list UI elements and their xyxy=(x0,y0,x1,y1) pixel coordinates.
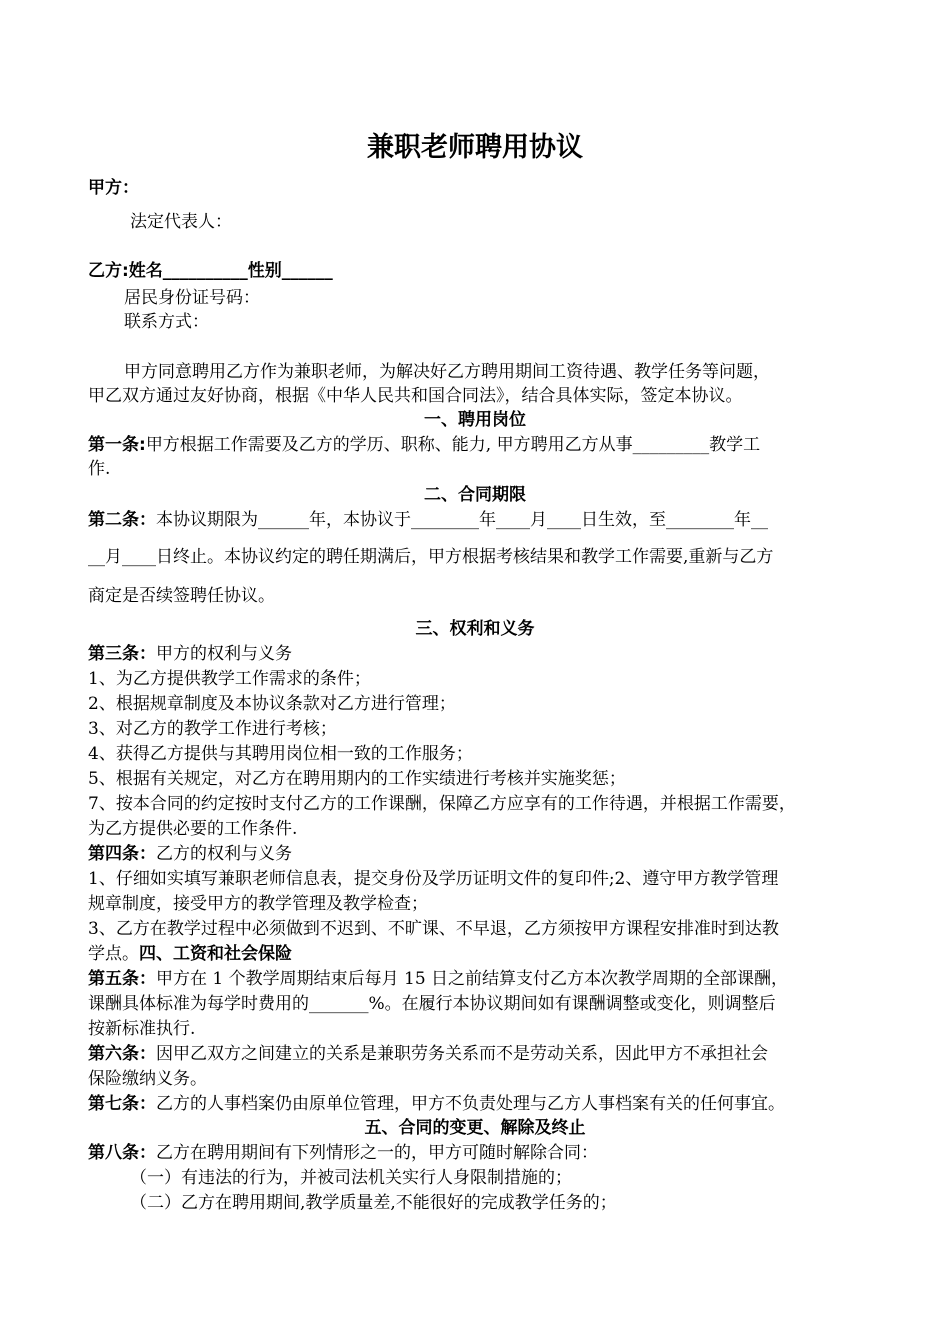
article-1-label: 第一条: xyxy=(88,435,146,455)
article-3-item: 5、根据有关规定，对乙方在聘用期内的工作实绩进行考核并实施奖惩； xyxy=(88,769,626,789)
article-4-last-text: 学点。 xyxy=(88,944,139,964)
article-7-label: 第七条： xyxy=(88,1094,156,1114)
article-3-item: 3、对乙方的教学工作进行考核； xyxy=(88,719,337,739)
article-2-label: 第二条： xyxy=(88,510,156,530)
article-5-label: 第五条： xyxy=(88,969,156,989)
article-7 xyxy=(88,1092,878,1116)
preamble-line-1: 甲方同意聘用乙方作为兼职老师，为解决好乙方聘用期间工资待遇、教学任务等问题， xyxy=(124,362,770,382)
article-5-continued-2: 按新标准执行. xyxy=(88,1019,196,1039)
article-4-item: 1、仔细如实填写兼职老师信息表，提交身份及学历证明文件的复印件;2、遵守甲方教学管理 xyxy=(88,869,779,889)
article-3 xyxy=(88,642,878,666)
article-3-item: 7、按本合同的约定按时支付乙方的工作课酬，保障乙方应享有的工作待遇，并根据工作需要， xyxy=(88,794,796,814)
article-3-item: 4、获得乙方提供与其聘用岗位相一致的工作服务； xyxy=(88,744,473,764)
article-4 xyxy=(88,842,878,866)
section-1-heading: 一、聘用岗位 xyxy=(424,410,526,430)
article-8-text: 乙方在聘用期间有下列情形之一的，甲方可随时解除合同： xyxy=(156,1143,598,1163)
article-1-text: 甲方根据工作需要及乙方的学历、职称、能力, 甲方聘用乙方从事_________教学工 xyxy=(145,435,761,455)
party-a-label: 甲方： xyxy=(88,178,139,198)
article-4-item: 3、乙方在教学过程中必须做到不迟到、不旷课、不早退，乙方须按甲方课程安排准时到达教 xyxy=(88,919,779,939)
article-2-text: 本协议期限为______年，本协议于________年____月____日生效，至________年__ xyxy=(156,510,768,530)
article-6-continued: 保险缴纳义务。 xyxy=(88,1069,207,1089)
article-4-label: 第四条： xyxy=(88,844,156,864)
section-5-heading: 五、合同的变更、解除及终止 xyxy=(364,1118,586,1138)
party-b-label: 乙方:姓名__________性别______ xyxy=(88,261,333,281)
document-title: 兼职老师聘用协议 xyxy=(367,132,583,163)
article-5-continued-1: 课酬具体标准为每学时费用的_______%。在履行本协议期间如有课酬调整或变化，则调整后 xyxy=(88,994,776,1014)
article-2 xyxy=(88,508,878,532)
article-4-last-line xyxy=(88,942,878,966)
article-7-text: 乙方的人事档案仍由原单位管理，甲方不负责处理与乙方人事档案有关的任何事宜。 xyxy=(156,1094,785,1114)
article-1-continued: 作. xyxy=(88,459,111,479)
article-3-text: 甲方的权利与义务 xyxy=(156,644,292,664)
article-8-item: （二）乙方在聘用期间,教学质量差,不能很好的完成教学任务的； xyxy=(130,1193,617,1213)
article-6-text: 因甲乙双方之间建立的关系是兼职劳务关系而不是劳动关系，因此甲方不承担社会 xyxy=(156,1044,768,1064)
id-number-label: 居民身份证号码： xyxy=(124,288,260,308)
article-4-item: 规章制度，接受甲方的教学管理及教学检查； xyxy=(88,894,428,914)
section-2-heading: 二、合同期限 xyxy=(424,485,526,505)
article-3-label: 第三条： xyxy=(88,644,156,664)
article-8-label: 第八条： xyxy=(88,1143,156,1163)
article-2-continued-2: 商定是否续签聘任协议。 xyxy=(88,586,275,606)
article-8-item: （一）有违法的行为，并被司法机关实行人身限制措施的； xyxy=(130,1168,572,1188)
contact-label: 联系方式： xyxy=(124,312,209,332)
section-3-heading: 三、权利和义务 xyxy=(415,619,535,639)
article-2-continued-1: __月____日终止。本协议约定的聘任期满后，甲方根据考核结果和教学工作需要,重新与乙方 xyxy=(88,547,774,567)
article-3-item: 1、为乙方提供教学工作需求的条件； xyxy=(88,669,371,689)
preamble-line-2: 甲乙双方通过友好协商，根据《中华人民共和国合同法》，结合具体实际，签定本协议。 xyxy=(88,386,743,406)
article-6-label: 第六条： xyxy=(88,1044,156,1064)
article-8 xyxy=(88,1141,878,1165)
legal-representative-label: 法定代表人： xyxy=(130,212,232,232)
article-5-text: 甲方在 1 个教学周期结束后每月 15 日之前结算支付乙方本次教学周期的全部课酬， xyxy=(156,969,789,989)
article-6 xyxy=(88,1042,878,1066)
section-4-heading: 四、工资和社会保险 xyxy=(139,944,292,964)
article-1 xyxy=(88,433,878,457)
article-5 xyxy=(88,967,878,991)
article-3-item: 为乙方提供必要的工作条件. xyxy=(88,819,298,839)
article-3-item: 2、根据规章制度及本协议条款对乙方进行管理； xyxy=(88,694,456,714)
article-4-text: 乙方的权利与义务 xyxy=(156,844,292,864)
